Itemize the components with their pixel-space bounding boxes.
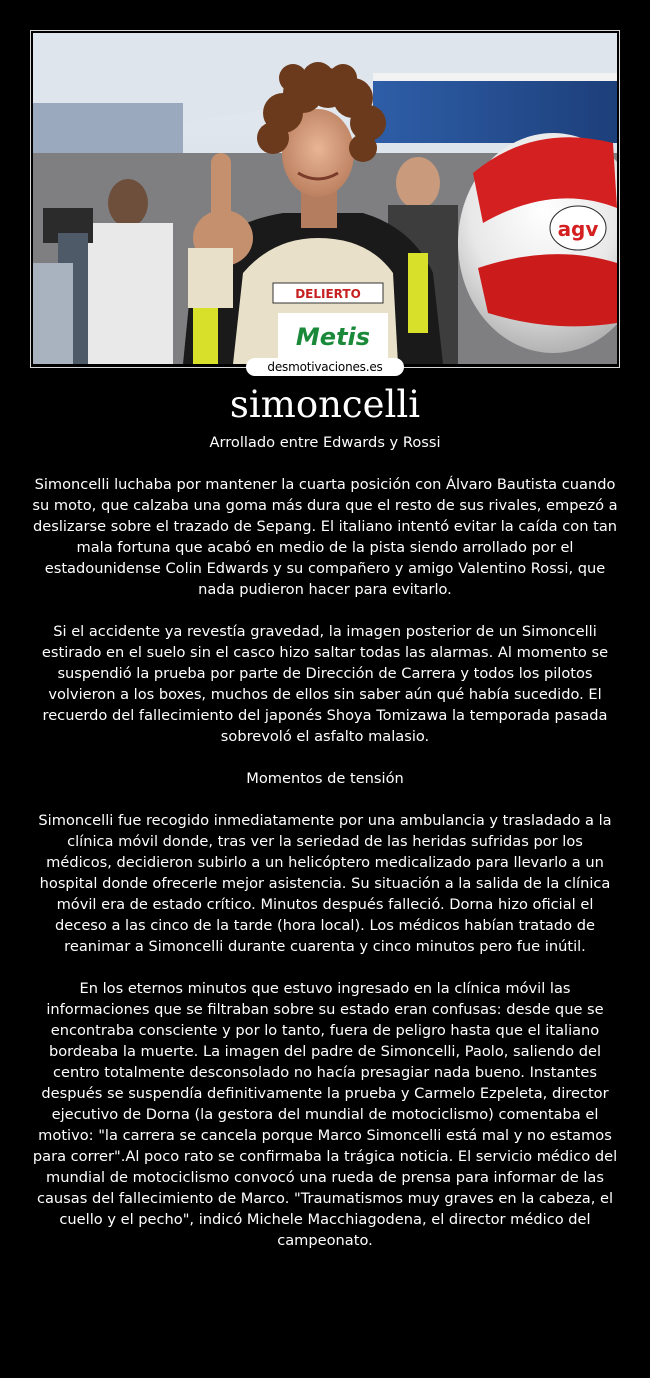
page-title: simoncelli [229,383,421,426]
paragraph: En los eternos minutos que estuvo ingresado en la clínica móvil las informaciones que se filtraban sobre su estado eran confusas: desde que se encontraba consciente y por lo tanto, fuera de peligro hasta que el italiano bordeaba la muerte. La imagen del padre de Simoncelli, Paolo, saliendo del centro totalmente desconsolado no hacía presagiar nada bueno. Instantes después se suspendía definitivamente la prueba y Carmelo Ezpeleta, director ejecutivo de Dorna (la gestora del mundial de motociclismo) comentaba el motivo: "la carrera se cancela porque Marco Simoncelli está mal y no estamos para correr".Al poco rato se confirmaba la trágica noticia. El servicio médico del mundial de motociclismo convocó una rueda de prensa para informar de las causas del fallecimiento de Marco. "Traumatismos muy graves en la cabeza, el cuello y el pecho", indicó Michele Macchiagodena, el director médico del campeonato. [32,980,618,1249]
paragraph: Simoncelli fue recogido inmediatamente por una ambulancia y trasladado a la clínica móvil donde, tras ver la seriedad de las heridas sufridas por los médicos, decidieron subirlo a un helicóptero medicalizado para llevarlo a un hospital donde ofrecerle mejor asistencia. Su situación a la salida de la clínica móvil era de estado crítico. Minutos después falleció. Dorna hizo oficial el deceso a las cinco de la tarde (hora local). Los médicos habían tratado de reanimar a Simoncelli durante cuarenta y cinco minutos pero fue inútil. [38,812,612,955]
section-heading: Momentos de tensión [246,770,404,787]
article-body [32,432,618,1272]
chest-logo: DELIERTO [295,287,361,301]
subtitle: Arrollado entre Edwards y Rossi [209,434,441,451]
paragraph: Si el accidente ya revestía gravedad, la imagen posterior de un Simoncelli estirado en el suelo sin el casco hizo saltar todas las alarmas. Al momento se suspendió la prueba por parte de Dirección de Carrera y todos los pilotos volvieron a los boxes, muchos de ellos sin saber aún qué había sucedido. El recuerdo del fallecimiento del japonés Shoya Tomizawa la temporada pasada sobrevoló el asfalto malasio. [41,623,609,745]
rider-photo [33,33,617,364]
site-watermark: desmotivaciones.es [246,358,404,376]
sponsor-logo: Metis [295,323,371,351]
paragraph: Simoncelli luchaba por mantener la cuarta posición con Álvaro Bautista cuando su moto, que calzaba una goma más dura que el resto de sus rivales, empezó a deslizarse sobre el trazado de Sepang. El italiano intentó evitar la caída con tan mala fortuna que acabó en medio de la pista siendo arrollado por el estadounidense Colin Edwards y su compañero y amigo Valentino Rossi, que nada pudieron hacer para evitarlo. [32,476,618,598]
helmet-brand: agv [557,217,599,241]
